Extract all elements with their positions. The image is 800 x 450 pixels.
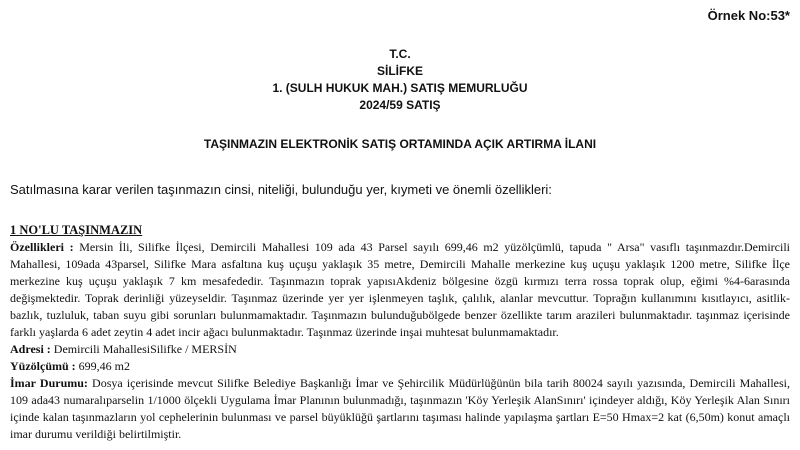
zoning-text: Dosya içerisinde mevcut Silifke Belediye Başkanlığı İmar ve Şehircilik Müdürlüğünün bila tarih 80024 sayılı yazısında, Demircili Mahallesi, 109 ada43 numaralıparselin 1/1000 ölçekli Uygulama İmar Planının bulunmadığı, taşınmazın 'Köy Yerleşik AlanSınırı' içindeyer aldığı, Köy Yerleşik Alan Sınırı içinde kalan taşınmazların yol cephelerinin bulunması ve parsel büyüklüğü şartlarını taşıması halinde yapılaşma şartları E=50 Hmax=2 kat (6,50m) konut amaçlı imar durumu verildiği belirtilmiştir. xyxy=(10,376,790,441)
header-line-tc: T.C. xyxy=(389,47,411,61)
area-label: Yüzölçümü : xyxy=(10,359,76,373)
property-section xyxy=(10,222,790,443)
announcement-title: TAŞINMAZIN ELEKTRONİK SATIŞ ORTAMINDA AÇIK ARTIRMA İLANI xyxy=(203,137,597,151)
features-label: Özellikleri : xyxy=(10,240,74,254)
area-text: 699,46 m2 xyxy=(75,359,131,373)
address-paragraph xyxy=(10,341,790,358)
header-line-case: 2024/59 SATIŞ xyxy=(359,98,441,112)
area-paragraph xyxy=(10,358,790,375)
zoning-paragraph xyxy=(10,375,790,443)
document-header xyxy=(0,46,800,114)
address-text: Demircili MahallesiSilifke / MERSİN xyxy=(50,342,237,356)
features-paragraph xyxy=(10,239,790,341)
zoning-label: İmar Durumu: xyxy=(10,376,88,390)
sample-number: Örnek No:53* xyxy=(707,8,790,23)
header-line-city: SİLİFKE xyxy=(376,64,423,78)
intro-text: Satılmasına karar verilen taşınmazın cinsi, niteliği, bulunduğu yer, kıymeti ve önemli özellikleri: xyxy=(10,182,552,197)
property-title: 1 NO'LU TAŞINMAZIN xyxy=(10,223,143,237)
header-line-office: 1. (SULH HUKUK MAH.) SATIŞ MEMURLUĞU xyxy=(272,81,528,95)
address-label: Adresi : xyxy=(10,342,51,356)
features-text: Mersin İli, Silifke İlçesi, Demircili Mahallesi 109 ada 43 Parsel sayılı 699,46 m2 yüzölçümlü, tapuda " Arsa" vasıflı taşınmazdır.Demircili Mahallesi, 109ada 43parsel, Silifke Mara asfaltına kuş uçuşu yaklaşık 35 metre, Demircili Mahalle merkezine kuş uçuşu yaklaşık 1200 metre, Silifke İlçe merkezine kuş uçuşu yaklaşık 7 km mesafededir. Taşınmazın toprak yapısıAkdeniz bölgesine özgü kırmızı terra rossa toprak olup, eğimi %4-6arasında değişmektedir. Toprak derinliği yüzeyseldir. Taşınmaz üzerinde yer yer işlenmeyen taşlık, çalılık, alanlar mevcuttur. Toprağın kullanımını kısıtlayıcı, asitlik- bazlık, tuzluluk, taban suyu gibi sorunları bulunmamaktadır. Taşınmazın bulunduğubölgede benzer özellikte tarım arazileri bulunmaktadır. taşınmaz içerisinde farklı yaşlarda 6 adet zeytin 4 adet incir ağacı bulunmaktadır. Taşınmaz üzerinde inşai muhtesat bulunmamaktadır. xyxy=(10,240,790,339)
